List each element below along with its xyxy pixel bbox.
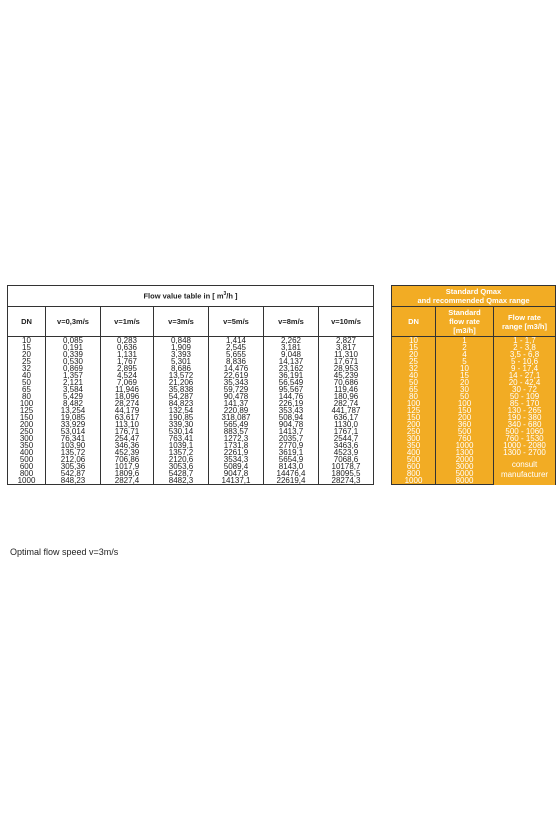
table-cell: 40 [392,372,436,379]
table-cell: 1017,9 [101,463,154,470]
table-cell: 1 - 1,7 [494,337,556,345]
table-cell: 848,23 [46,477,101,485]
table-cell: 1272,3 [209,435,264,442]
table-cell: 50 [392,379,436,386]
table-cell: 441,787 [319,407,374,414]
table-cell: 5000 [436,470,494,477]
table-cell: 2035,7 [264,435,319,442]
table-cell: 19,085 [46,414,101,421]
flow-table-title: Flow value table in [ $m^3/h$ ] [8,286,374,307]
table-cell: 1000 [8,477,46,485]
table-cell: 636,17 [319,414,374,421]
table-cell: 150 [8,414,46,421]
table-cell: 30 - 72 [494,386,556,393]
table-cell: 763,41 [154,435,209,442]
table-cell: 190,85 [154,414,209,421]
table-cell: 1767,1 [319,428,374,435]
table-cell: 760 - 1530 [494,435,556,442]
table-cell: 84,823 [154,400,209,407]
table-cell: 9,048 [264,351,319,358]
column-header: v=0,3m/s [46,307,101,337]
table-cell: 4 [436,351,494,358]
table-cell: 0,085 [46,337,101,345]
table-cell: 200 [392,421,436,428]
table-cell: 28,274 [101,400,154,407]
table-cell: 15 [392,344,436,351]
table-cell: 1809,6 [101,470,154,477]
table-cell: 20 [392,351,436,358]
table-cell: 36,191 [264,372,319,379]
column-header: Standard flow rate [m3/h] [436,307,494,337]
table-cell: 190 - 380 [494,414,556,421]
table-cell: 1,767 [101,358,154,365]
table-cell: 5654,9 [264,456,319,463]
table-cell: 3619,1 [264,449,319,456]
table-cell: 1300 - 2700 [494,449,556,456]
table-cell: 452,39 [101,449,154,456]
table-cell: 103,90 [46,442,101,449]
table-cell: 14,476 [209,365,264,372]
table-cell: 530,14 [154,428,209,435]
table-cell: 63,617 [101,414,154,421]
table-cell: 226,19 [264,400,319,407]
table-cell: 0,339 [46,351,101,358]
table-cell: 53,014 [46,428,101,435]
table-cell: 2000 [436,456,494,463]
table-cell: 2827,4 [101,477,154,485]
table-cell: 180,96 [319,393,374,400]
table-cell: 0,848 [154,337,209,345]
table-cell: 8482,3 [154,477,209,485]
table-cell: 8,482 [46,400,101,407]
table-cell: 282,74 [319,400,374,407]
table-cell: 1,357 [46,372,101,379]
table-cell: 25 [392,358,436,365]
table-cell: 1,909 [154,344,209,351]
table-cell: 220,89 [209,407,264,414]
column-header: v=5m/s [209,307,264,337]
table-cell: 22619,4 [264,477,319,485]
table-cell: 50 - 109 [494,393,556,400]
table-cell: 2,121 [46,379,101,386]
table-cell: 10 [392,337,436,345]
table-cell: 176,71 [101,428,154,435]
table-cell: 80 [392,393,436,400]
table-cell: 13,254 [46,407,101,414]
table-cell: 600 [8,463,46,470]
table-cell: 28,953 [319,365,374,372]
column-header: Flow rate range [m3/h] [494,307,556,337]
table-cell: 45,239 [319,372,374,379]
table-cell: 50 [8,379,46,386]
table-cell: 305,36 [46,463,101,470]
table-cell: 5,301 [154,358,209,365]
table-cell: 10 [8,337,46,345]
table-cell: 95,567 [264,386,319,393]
table-cell: 65 [392,386,436,393]
table-cell: 22,619 [209,372,264,379]
table-cell: 1,131 [101,351,154,358]
table-cell: 70,686 [319,379,374,386]
table-cell: 8000 [436,477,494,485]
table-cell: 350 [392,442,436,449]
table-cell: 80 [8,393,46,400]
table-cell: 3,584 [46,386,101,393]
table-cell: 20 - 42,4 [494,379,556,386]
table-cell: 1357,2 [154,449,209,456]
table-cell: 3463,6 [319,442,374,449]
table-cell: 1000 - 2080 [494,442,556,449]
table-cell: 100 [436,400,494,407]
table-cell: 400 [392,449,436,456]
table-cell: 90,478 [209,393,264,400]
table-cell: 250 [8,428,46,435]
column-header: v=1m/s [101,307,154,337]
table-cell: 904,78 [264,421,319,428]
table-cell: 141,37 [209,400,264,407]
table-cell: 9047,8 [209,470,264,477]
table-cell: 14,137 [264,358,319,365]
table-cell: 5 [436,358,494,365]
table-cell: 50 [436,393,494,400]
table-cell: 10 [436,365,494,372]
table-cell: 346,36 [101,442,154,449]
table-cell: 7068,6 [319,456,374,463]
table-cell: 76,341 [46,435,101,442]
table-cell: 11,946 [101,386,154,393]
table-cell: 1000 [392,477,436,485]
table-cell: 125 [392,407,436,414]
table-cell: 8,836 [209,358,264,365]
column-header: DN [392,307,436,337]
table-cell: 2,262 [264,337,319,345]
table-cell: 13,572 [154,372,209,379]
table-cell: 135,72 [46,449,101,456]
table-cell: 130 - 265 [494,407,556,414]
table-cell: 500 [8,456,46,463]
table-cell: 100 [8,400,46,407]
table-cell: 1300 [436,449,494,456]
table-cell: 200 [8,421,46,428]
table-cell: 1413,7 [264,428,319,435]
table-cell: 5,655 [209,351,264,358]
table-cell: 2544,7 [319,435,374,442]
table-cell: 212,06 [46,456,101,463]
table-cell: 2,827 [319,337,374,345]
table-cell: 21,206 [154,379,209,386]
table-cell: 100 [392,400,436,407]
column-header: v=3m/s [154,307,209,337]
table-cell: 760 [436,435,494,442]
table-cell: 85 - 170 [494,400,556,407]
table-cell: 3000 [436,463,494,470]
table-cell: 5,429 [46,393,101,400]
table-cell: 32 [8,365,46,372]
table-cell: 20 [8,351,46,358]
qmax-table [391,285,556,485]
table-cell: 3,817 [319,344,374,351]
table-cell: 125 [8,407,46,414]
table-cell: 8,686 [154,365,209,372]
table-cell: 0,869 [46,365,101,372]
table-row [8,477,374,485]
table-cell: 14137,1 [209,477,264,485]
table-cell: 15 [8,344,46,351]
table-cell: 10178,7 [319,463,374,470]
table-cell: 18095,5 [319,470,374,477]
table-cell: 500 - 1060 [494,428,556,435]
table-cell: 0,191 [46,344,101,351]
table-cell: 5428,7 [154,470,209,477]
table-cell: 254,47 [101,435,154,442]
table-cell: 3,5 - 6,8 [494,351,556,358]
table-cell: 44,179 [101,407,154,414]
table-cell: 2770,9 [264,442,319,449]
column-header: v=10m/s [319,307,374,337]
table-cell: 0,283 [101,337,154,345]
table-cell: 340 - 680 [494,421,556,428]
table-cell: 360 [436,421,494,428]
optimal-speed-note: Optimal flow speed v=3m/s [10,547,119,557]
table-cell: 800 [392,470,436,477]
column-header: v=8m/s [264,307,319,337]
table-cell: 40 [8,372,46,379]
table-cell: 2 - 3,8 [494,344,556,351]
qmax-table-title: Standard Qmax and recommended Qmax range [392,286,556,307]
table-cell: 4,524 [101,372,154,379]
table-cell: 1039,1 [154,442,209,449]
table-cell: 5 - 10,6 [494,358,556,365]
table-cell: 144,76 [264,393,319,400]
table-cell: 2120,6 [154,456,209,463]
table-cell: 20 [436,379,494,386]
table-cell: 339,30 [154,421,209,428]
table-cell: 14476,4 [264,470,319,477]
table-cell: 15 [436,372,494,379]
table-cell: 2,545 [209,344,264,351]
table-cell: 300 [392,435,436,442]
table-cell: 18,096 [101,393,154,400]
table-cell: 11,310 [319,351,374,358]
table-cell: 28274,3 [319,477,374,485]
table-cell: 119,46 [319,386,374,393]
table-cell: 8143,0 [264,463,319,470]
table-cell: 59,729 [209,386,264,393]
table-cell: 3534,3 [209,456,264,463]
table-cell: 400 [8,449,46,456]
table-cell: 1 [436,337,494,345]
table-cell: 7,069 [101,379,154,386]
table-cell: 56,549 [264,379,319,386]
table-cell: 9 - 17,4 [494,365,556,372]
table-cell: 65 [8,386,46,393]
table-cell: 17,671 [319,358,374,365]
table-cell: 1731,8 [209,442,264,449]
table-cell: 800 [8,470,46,477]
table-cell: 318,087 [209,414,264,421]
table-cell: 706,86 [101,456,154,463]
table-cell: 3053,6 [154,463,209,470]
table-cell: 150 [436,407,494,414]
table-cell: 35,838 [154,386,209,393]
table-cell: 542,87 [46,470,101,477]
table-cell: 4523,9 [319,449,374,456]
table-cell: 3,393 [154,351,209,358]
table-cell: 500 [392,456,436,463]
table-cell: 54,287 [154,393,209,400]
consult-manufacturer-cell: consult manufacturer [494,456,556,485]
table-cell: 1000 [436,442,494,449]
table-cell: 1130,0 [319,421,374,428]
table-cell: 0,530 [46,358,101,365]
table-cell: 2261,9 [209,449,264,456]
column-header: DN [8,307,46,337]
table-cell: 2 [436,344,494,351]
table-cell: 600 [392,463,436,470]
table-cell: 0,636 [101,344,154,351]
table-cell: 2,895 [101,365,154,372]
table-cell: 883,57 [209,428,264,435]
table-cell: 1,414 [209,337,264,345]
table-cell: 150 [392,414,436,421]
table-cell: 33,929 [46,421,101,428]
table-cell: 23,162 [264,365,319,372]
table-cell: 3,181 [264,344,319,351]
table-cell: 32 [392,365,436,372]
table-cell: 35,343 [209,379,264,386]
table-cell: 30 [436,386,494,393]
table-cell: 250 [392,428,436,435]
table-cell: 353,43 [264,407,319,414]
table-cell: 350 [8,442,46,449]
table-cell: 300 [8,435,46,442]
table-cell: 565,49 [209,421,264,428]
table-cell: 200 [436,414,494,421]
table-cell: 132,54 [154,407,209,414]
table-cell: 113,10 [101,421,154,428]
table-cell: 25 [8,358,46,365]
table-cell: 508,94 [264,414,319,421]
table-cell: 5089,4 [209,463,264,470]
table-cell: 14 - 27,1 [494,372,556,379]
flow-value-table [7,285,374,485]
table-cell: 500 [436,428,494,435]
